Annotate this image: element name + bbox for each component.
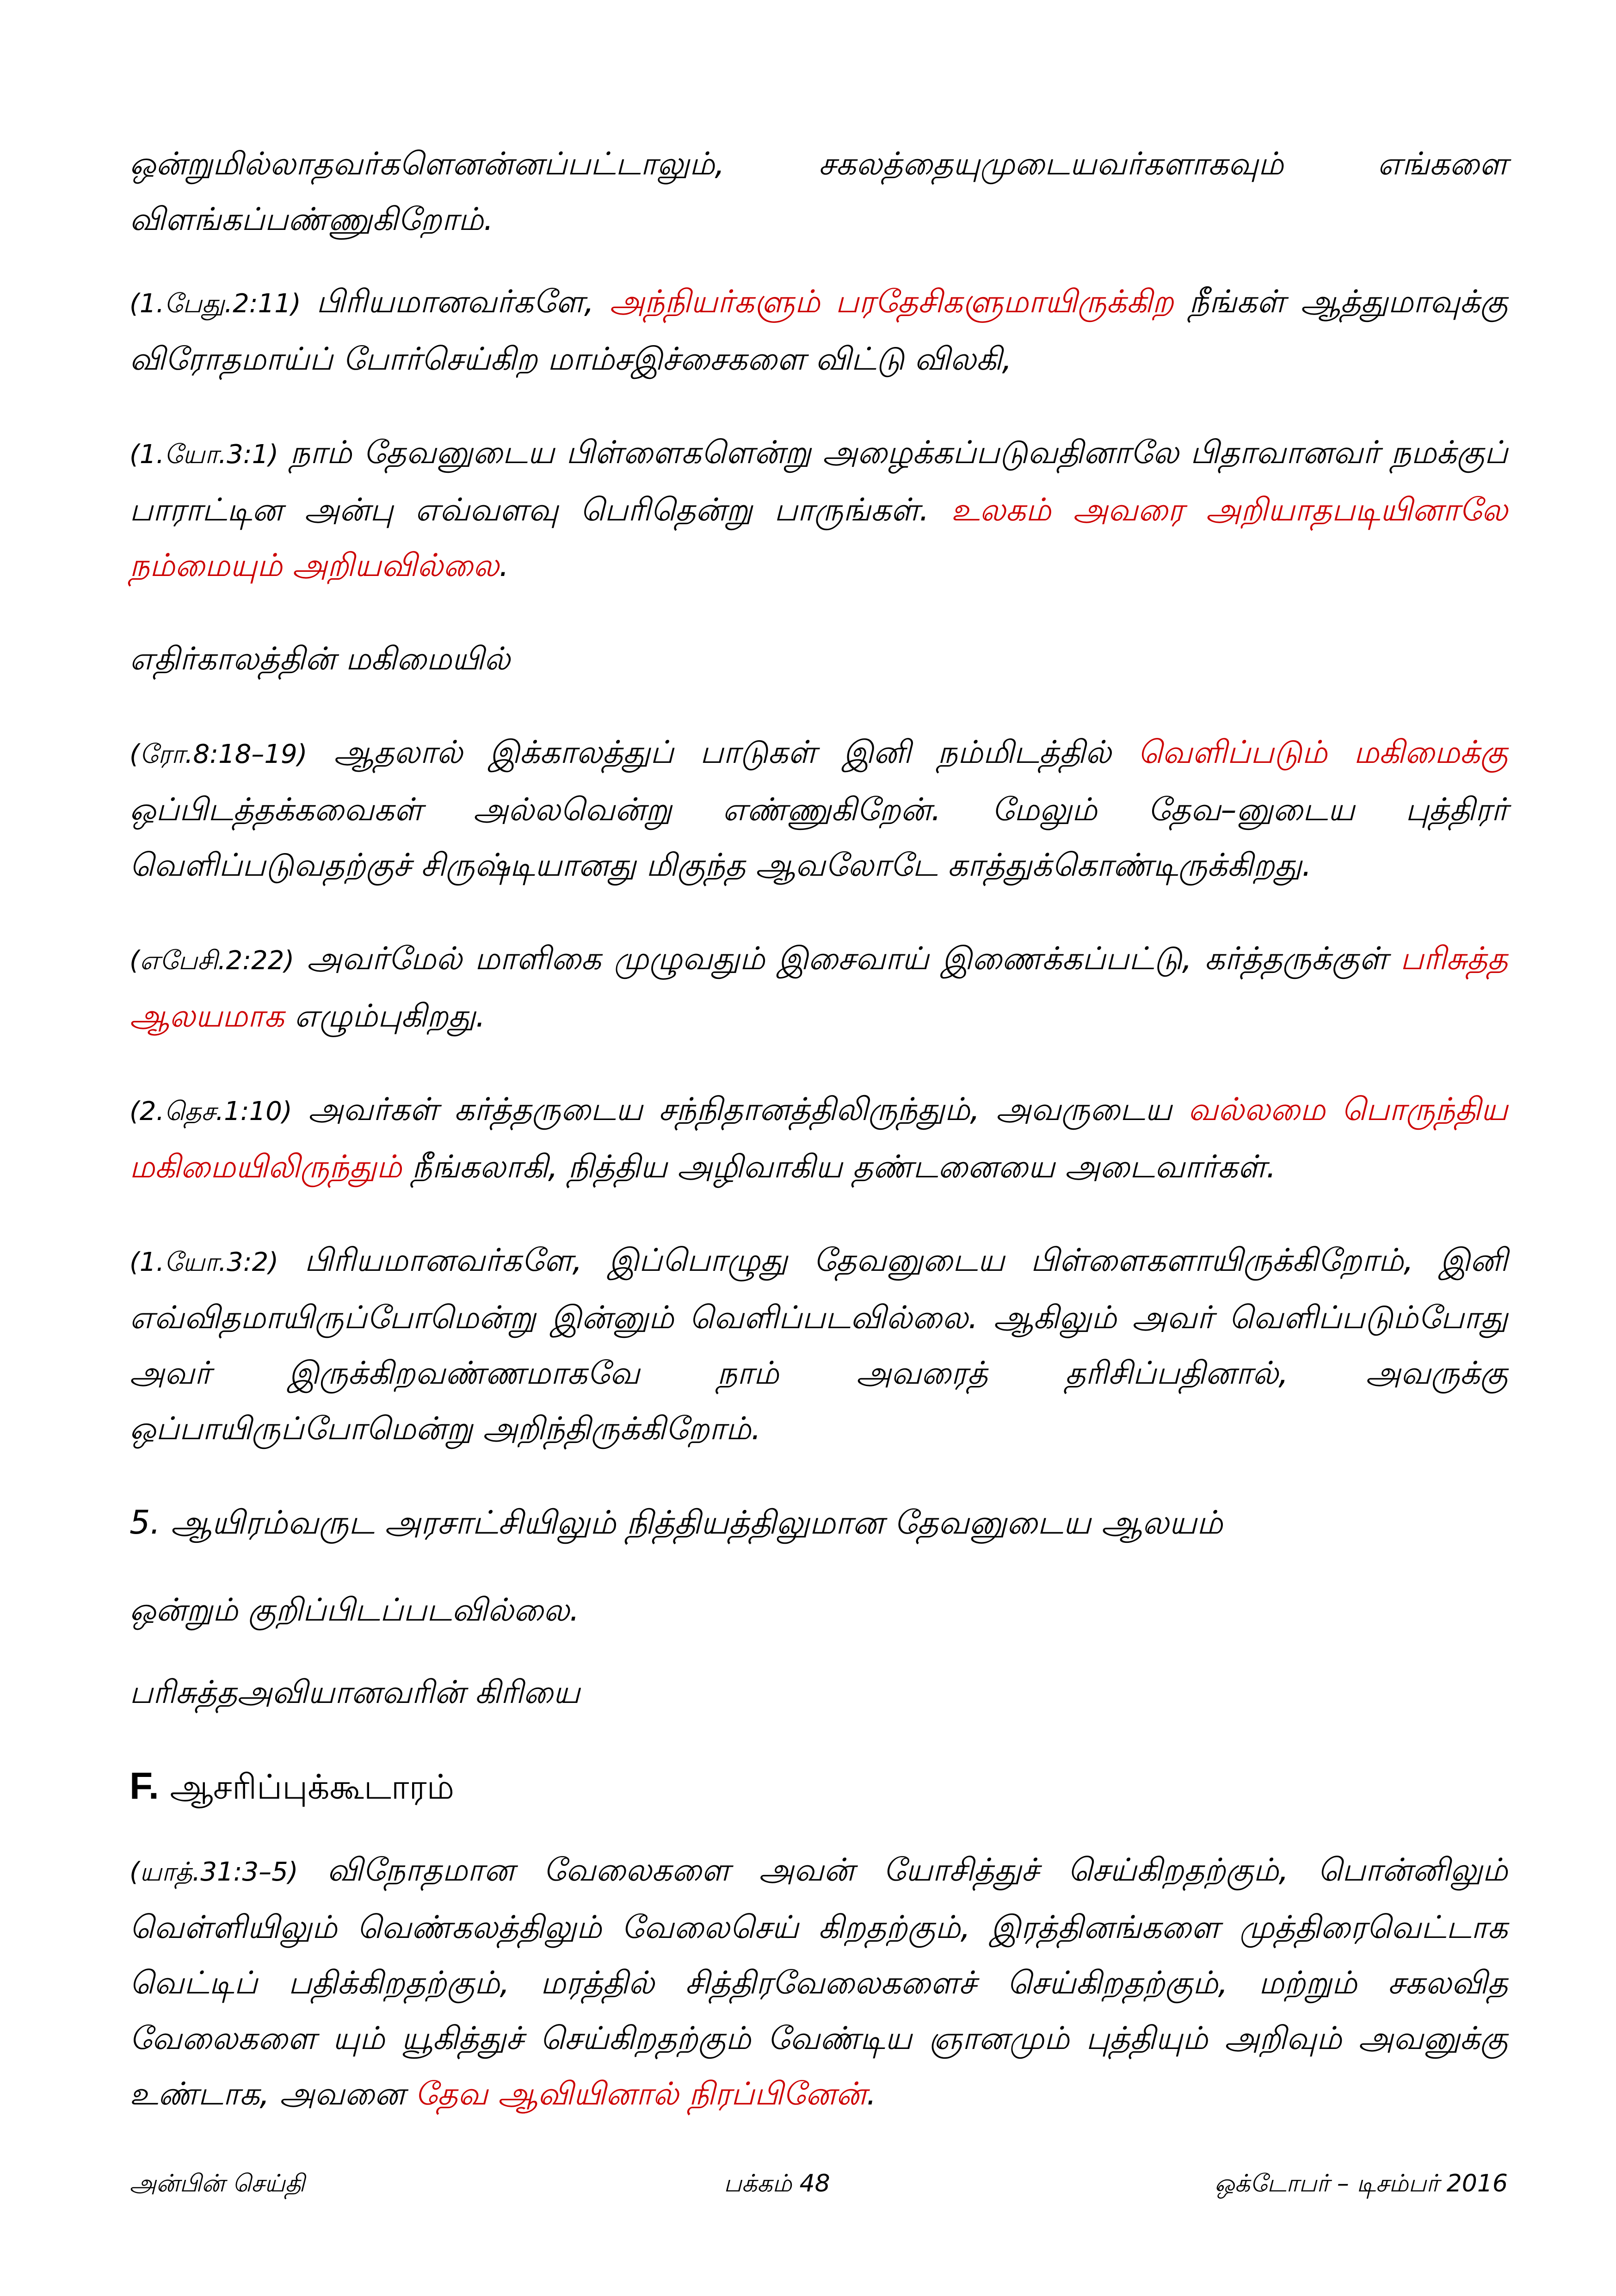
paragraph-text: நாம் தேவனுடைய பிள்ளைகளென்று அழைக்கப்படுவதினாலே பிதாவானவர் நமக்குப் பாராட்டின அன்பு எவ்வளவு பெரிதென்று பாருங்கள்.: [130, 434, 1508, 528]
highlighted-text: வல்லமை பொருந்திய மகிமையிலிருந்தும்: [130, 1091, 1508, 1185]
paragraph-2: [130, 274, 1508, 387]
paragraph-text: அவர்மேல் மாளிகை முழுவதும் இசைவாய் இணைக்கப்பட்டு, கர்த்தருக்குள்: [294, 941, 1400, 977]
section-title: ஆசரிப்புக்கூடாரம்: [159, 1767, 455, 1807]
page-content: [130, 136, 1508, 2160]
page-footer: [130, 2170, 1508, 2211]
paragraph-text: அவர்கள் கர்த்தருடைய சந்நிதானத்திலிருந்தும், அவருடைய: [292, 1091, 1188, 1128]
highlighted-text: தேவ ஆவியினால் நிரப்பினேன்: [415, 2076, 867, 2112]
paragraph-text: ஆதலால் இக்காலத்துப் பாடுகள் இனி நம்மிடத்தில்: [307, 734, 1138, 771]
section-5-line: பரிசுத்தஅவியானவரின் கிரியை: [130, 1674, 580, 1711]
paragraph-text: பிரியமானவர்களே,: [301, 284, 610, 320]
paragraph-text: நீங்கலாகி, நித்திய அழிவாகிய தண்டனையை அடைவார்கள்.: [401, 1149, 1277, 1185]
section-f-heading: [130, 1758, 1508, 1815]
paragraph-7: [130, 1082, 1508, 1195]
paragraph-text: பிரியமானவர்களே, இப்பொழுது தேவனுடைய பிள்ளைகளாயிருக்கிறோம், இனி எவ்விதமாயிருப்போமென்று இன்னும் வெளிப்படவில்லை. ஆகிலும் அவர் வெளிப்படும்போது அவர் இருக்கிறவண்ணமாகவே நாம் அவரைத் தரிசிப்பதினால், அவருக்கு ஒப்பாயிருப்போமென்று அறிந்திருக்கிறோம்.: [130, 1242, 1508, 1447]
highlighted-text: வெளிப்படும் மகிமைக்கு: [1138, 734, 1508, 771]
paragraph-text: .: [499, 547, 509, 584]
scripture-reference: (எபேசி.2:22): [130, 946, 295, 976]
paragraph-section-f: [130, 1843, 1508, 2122]
paragraph-8: [130, 1233, 1508, 1457]
scripture-reference: (யாத்.31:3–5): [130, 1857, 298, 1887]
highlighted-text: பரிசுத்த ஆலயமாக: [130, 941, 1508, 1034]
paragraph-text: ஒப்பிடத்தக்கவைகள் அல்லவென்று எண்ணுகிறேன். மேலும் தேவ–னுடைய புத்திரர் வெளிப்படுவதற்குச் சிருஷ்டியானது மிகுந்த ஆவலோடே காத்துக்கொண்டிருக்கிறது.: [130, 792, 1508, 884]
paragraph-6: [130, 931, 1508, 1044]
paragraph-text: நீங்கள் ஆத்துமாவுக்கு விரோதமாய்ப் போர்செய்கிற மாம்சஇச்சைகளை விட்டு விலகி,: [130, 284, 1508, 378]
paragraph-5: [130, 725, 1508, 893]
section-5-line: ஒன்றும் குறிப்பிடப்படவில்லை.: [130, 1592, 580, 1628]
scripture-reference: (1.யோ.3:2): [130, 1247, 279, 1277]
paragraph-text: .: [866, 2076, 876, 2112]
highlighted-text: அந்நியர்களும் பரதேசிகளுமாயிருக்கிற: [609, 284, 1174, 320]
paragraph-text: விநோதமான வேலைகளை அவன் யோசித்துச் செய்கிறதற்கும், பொன்னிலும் வெள்ளியிலும் வெண்கலத்திலும் வேலைசெய் கிறதற்கும், இரத்தினங்களை முத்திரைவெட்டாக வெட்டிப் பதிக்கிறதற்கும், மரத்தில் சித்திரவேலைகளைச் செய்கிறதற்கும், மற்றும் சகலவித வேலைகளை யும் யூகித்துச் செய்கிறதற்கும் வேண்டிய ஞானமும் புத்தியும் அறிவும் அவனுக்கு உண்டாக, அவனை: [130, 1852, 1508, 2112]
highlighted-text: உலகம் அவரை அறியாதபடியினாலே நம்மையும் அறியவில்லை: [130, 492, 1508, 584]
paragraph-3: [130, 425, 1508, 594]
scripture-reference: (1.யோ.3:1): [130, 439, 279, 470]
footer-page-number: பக்கம் 48: [724, 2170, 830, 2197]
scripture-reference: (ரோ.8:18–19): [130, 739, 308, 769]
scripture-reference: (1.பேது.2:11): [130, 289, 301, 319]
section-letter: F.: [130, 1765, 159, 1807]
paragraph-text: ஒன்றுமில்லாதவர்களெனன்னப்பட்டாலும், சகலத்தையுமுடையவர்களாகவும் எங்களை விளங்கப்பண்ணுகிறோம்.: [130, 146, 1508, 238]
paragraph-1: [130, 136, 1508, 248]
footer-publication: அன்பின் செய்தி: [130, 2170, 305, 2197]
section-5-heading: 5. ஆயிரம்வருட அரசாட்சியிலும் நித்தியத்திலுமான தேவனுடைய ஆலயம்: [130, 1504, 1223, 1541]
paragraph-4: [130, 631, 1508, 687]
paragraph-text: எழும்புகிறது.: [284, 998, 486, 1034]
subheading-text: எதிர்காலத்தின் மகிமையில்: [130, 641, 511, 677]
scripture-reference: (2.தெச.1:10): [130, 1096, 292, 1126]
footer-date: ஒக்டோபர் – டிசம்பர் 2016: [1215, 2170, 1508, 2197]
